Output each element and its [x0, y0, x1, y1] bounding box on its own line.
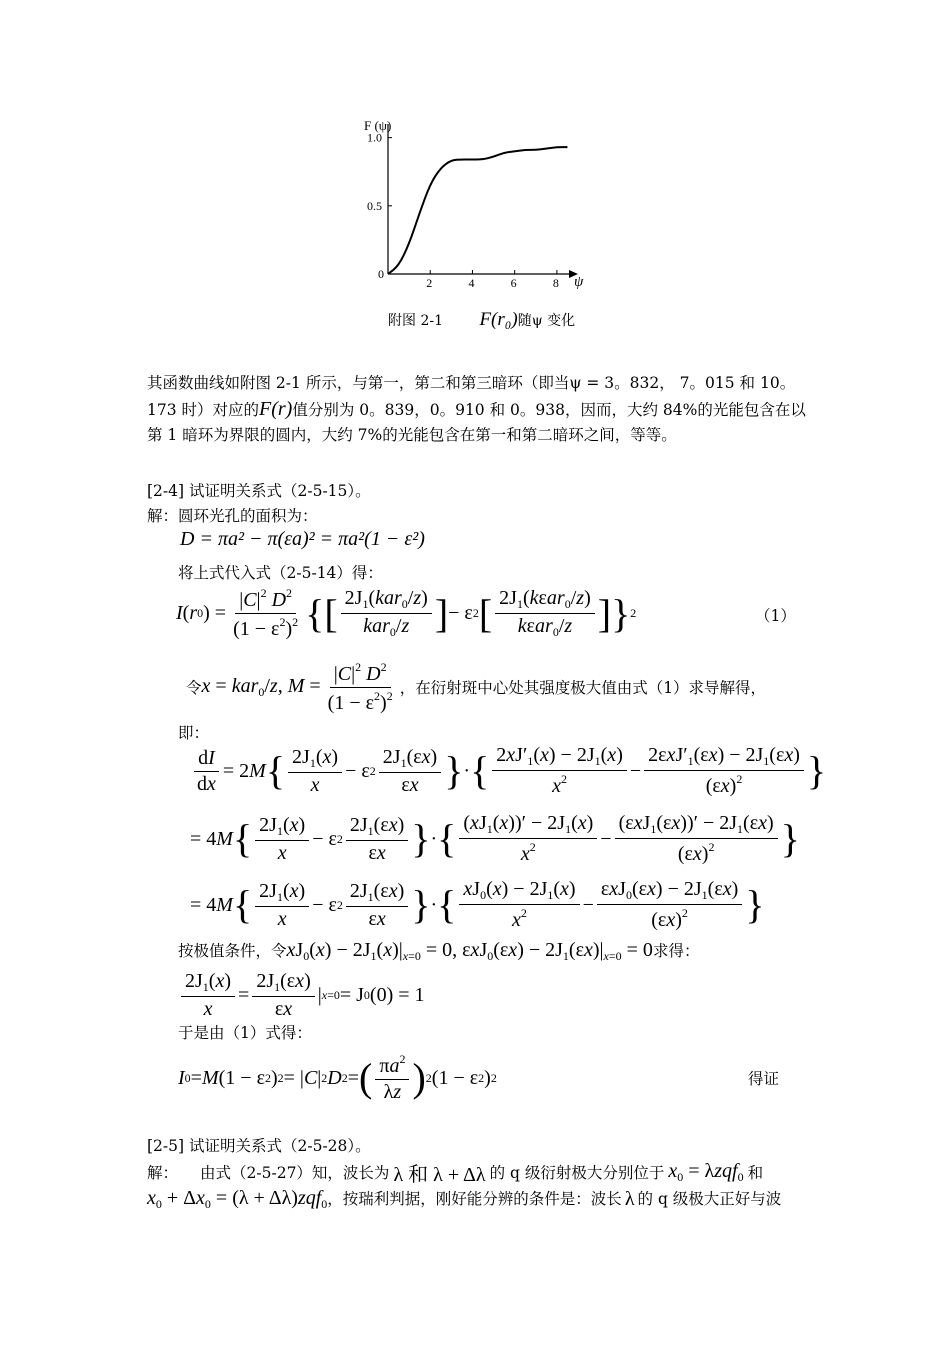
- substitute-text: 将上式代入式（2-5-14）得：: [178, 564, 383, 582]
- problem-2-5-line-2: $x_0 + \Delta x_0 = (\lambda + \Delta\lambda)zqf_0$ ，按瑞利判据，刚好能分辨的条件是：波长 λ 的 q 级极大正好与波: [147, 1186, 782, 1211]
- then-text: 于是由（1）式得：: [178, 1024, 312, 1042]
- caption-suffix: 随ψ 变化: [517, 313, 576, 329]
- x-tick-label: 8: [552, 276, 559, 290]
- x-tick-label: 6: [510, 276, 517, 290]
- y-axis-label: F (ψ): [364, 118, 392, 133]
- caption-prefix: 附图 2-1: [388, 313, 443, 329]
- problem-2-5-line-1: 解： 由式（2-5-27）知，波长为 λ 和 λ + Δλ 的 q 级衍射极大分别位于 $x_0 = \lambda zqf_0$ 和: [147, 1160, 764, 1186]
- series-line: [388, 147, 567, 274]
- equation-1: I ( r 0 ) = $\frac{|C|^2 D^2}{(1 - \varepsilon^2)^2}$ { [ $\frac{2J_1(kar_0/z)}{kar_0/z}$ ] − ε 2 [ $\frac{2J_1(k\varepsilon ar_0/z)}{k\varepsilon ar_0/z}$ ] } 2: [176, 586, 637, 640]
- derivative-line-3: = 4 M { $\frac{2J_1(x)}{x}$ − ε 2 $\frac{2J_1(\varepsilon x)}{\varepsilon x}$ } · { $\frac{xJ_0(x) - 2J_1(x)}{x^2}$ − $\frac{\varepsilon xJ_0(\varepsilon x) - 2J_1(\varepsilon x)}{(\varepsilon x)^2}$ }: [190, 878, 765, 931]
- y-tick-label: 0.5: [367, 198, 382, 213]
- figure-caption: [388, 307, 575, 334]
- y-tick-label: 1.0: [367, 130, 382, 145]
- problem-2-4-title: [2-4] 试证明关系式（2-5-15）。: [147, 482, 371, 500]
- chart-svg: [362, 112, 592, 292]
- ie-text: 即：: [178, 724, 210, 742]
- proven-text: 得证: [748, 1070, 780, 1088]
- caption-symbol: F(r₀): [479, 309, 518, 330]
- paragraph-line-3: 第 1 暗环为界限的圆内，大约 7%的光能包含在第一和第二暗环之间，等等。: [147, 426, 677, 444]
- equation-I0: I 0 = M (1 − ε 2 ) 2 = | C | 2 D 2 = ( $\frac{\pi a^2}{\lambda z}$ ) 2 (1 − ε 2 ) 2: [178, 1052, 497, 1103]
- derivative-line-2: = 4 M { $\frac{2J_1(x)}{x}$ − ε 2 $\frac{2J_1(\varepsilon x)}{\varepsilon x}$ } · { $\frac{(xJ_1(x))' - 2J_1(x)}{x^2}$ − $\frac{(\varepsilon xJ_1(\varepsilon x))' - 2J_1(\varepsilon x)}{(\varepsilon x)^2}$ }: [190, 812, 800, 865]
- solution-line: 解：圆环光孔的面积为：: [147, 507, 318, 525]
- extreme-condition-line: 按极值条件， 令 $xJ_0(x) - 2J_1(x)|_{x=0} = 0$, $\varepsilon xJ_0(\varepsilon x) - 2J_1(\varepsilon x)|_{x=0} = 0$ 求得：: [178, 938, 700, 963]
- equation-1-tag: （1）: [755, 607, 796, 625]
- paragraph-line-1: 其函数曲线如附图 2-1 所示，与第一，第二和第三暗环（即当ψ = 3。832， 7。015 和 10。: [147, 374, 796, 392]
- equation-area-D: D = πa² − π(εa)² = πa²(1 − ε²): [180, 528, 425, 550]
- symbol-F-r: F(r): [259, 398, 293, 420]
- x-tick-label: 4: [468, 276, 475, 290]
- paragraph-line-2: 173 时）对应的F(r)值分别为 0。839，0。910 和 0。938，因而，大约 84%的光能包含在以: [147, 398, 806, 420]
- x-tick-label: 2: [426, 276, 433, 290]
- limit-equation: $\frac{2J_1(x)}{x}$ = $\frac{2J_1(\varepsilon x)}{\varepsilon x}$ | x=0 = J 0 (0) = 1: [178, 970, 425, 1021]
- derivative-line-1: $\frac{dI}{dx}$ = 2 M { $\frac{2J_1(x)}{x}$ − ε 2 $\frac{2J_1(\varepsilon x)}{\varepsilon x}$ } · { $\frac{2xJ'_1(x) - 2J_1(x)}{x^2}$ − $\frac{2\varepsilon xJ'_1(\varepsilon x) - 2J_1(\varepsilon x)}{(\varepsilon x)^2}$ }: [190, 744, 826, 798]
- x-axis-label: ψ: [574, 274, 584, 290]
- problem-2-5-title: [2-5] 试证明关系式（2-5-28）。: [147, 1137, 371, 1155]
- let-definition-line: 令 x = kar$_0$/z, M = $\frac{|C|^2 D^2}{(1 - \varepsilon^2)^2}$ ，在衍射斑中心处其强度极大值由式（1）求导解得，: [186, 660, 767, 714]
- y-tick-label: 0: [378, 267, 384, 281]
- figure-graph: [362, 112, 592, 292]
